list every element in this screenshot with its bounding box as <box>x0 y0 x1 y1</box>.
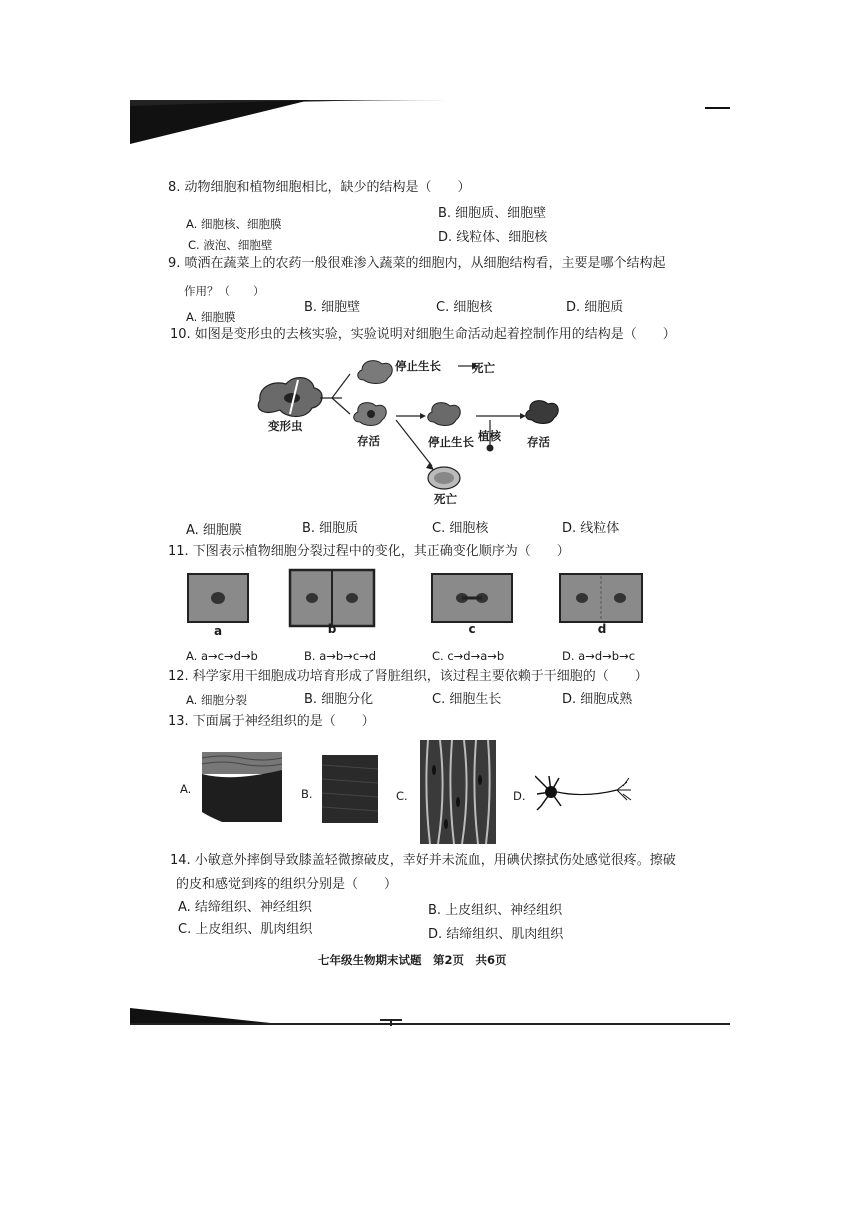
q14-stem-line2: 的皮和感觉到疼的组织分别是（ ） <box>176 877 398 892</box>
cell-label-b: b <box>327 622 337 636</box>
q12-option-d[interactable]: D. 细胞成熟 <box>562 692 633 707</box>
fig-label-stop-growth-1: 停止生长 <box>395 359 441 373</box>
q9-option-b[interactable]: B. 细胞壁 <box>304 300 361 315</box>
fig-label-death-2: 死亡 <box>434 492 457 506</box>
q11-option-a[interactable]: A. a→c→d→b <box>186 649 258 663</box>
fig-label-amoeba: 变形虫 <box>268 419 303 433</box>
cell-c <box>432 574 512 622</box>
q12-stem: 12. 科学家用干细胞成功培育形成了肾脏组织，该过程主要依赖于干细胞的（ ） <box>168 669 648 684</box>
fig-label-survive-2: 存活 <box>527 435 550 449</box>
q14-option-a[interactable]: A. 结缔组织、神经组织 <box>178 900 312 915</box>
q11-option-c[interactable]: C. c→d→a→b <box>432 649 505 663</box>
q8-option-b[interactable]: B. 细胞质、细胞壁 <box>438 206 547 221</box>
fig-label-survive-1: 存活 <box>357 434 380 448</box>
q8-option-d[interactable]: D. 线粒体、细胞核 <box>438 230 548 245</box>
fig-label-death-1: 死亡 <box>472 361 495 375</box>
q11-option-d[interactable]: D. a→d→b→c <box>562 649 636 663</box>
cell-label-d: d <box>597 622 607 636</box>
q12-option-a[interactable]: A. 细胞分裂 <box>186 693 247 707</box>
q13-option-d-label[interactable]: D. <box>513 789 526 803</box>
cell-d <box>560 574 642 622</box>
q14-option-b[interactable]: B. 上皮组织、神经组织 <box>428 903 563 918</box>
q9-stem-line1: 9. 喷洒在蔬菜上的农药一般很难渗入蔬菜的细胞内，从细胞结构看，主要是哪个结构起 <box>168 256 666 271</box>
q13-option-b-label[interactable]: B. <box>301 787 313 801</box>
q14-option-c[interactable]: C. 上皮组织、肌肉组织 <box>178 922 313 937</box>
fig-label-stop-growth-2: 停止生长 <box>428 435 474 449</box>
q8-stem: 8. 动物细胞和植物细胞相比，缺少的结构是（ ） <box>168 180 471 195</box>
tissue-image-a[interactable] <box>202 752 282 822</box>
cell-b <box>290 570 374 626</box>
tissue-image-d-neuron[interactable] <box>535 772 635 812</box>
cell-division-figure <box>180 568 650 630</box>
q12-option-b[interactable]: B. 细胞分化 <box>304 692 374 707</box>
q9-option-a[interactable]: A. 细胞膜 <box>186 310 236 324</box>
cell-label-a: a <box>213 624 223 638</box>
q13-option-a-label[interactable]: A. <box>180 782 192 796</box>
q8-option-a[interactable]: A. 细胞核、细胞膜 <box>186 217 282 231</box>
q14-stem-line1: 14. 小敏意外摔倒导致膝盖轻微擦破皮，幸好并未流血，用碘伏擦拭伤处感觉很疼。擦破 <box>170 853 676 868</box>
q8-option-c[interactable]: C. 液泡、细胞壁 <box>188 238 273 252</box>
q10-option-a[interactable]: A. 细胞膜 <box>186 523 242 538</box>
cell-label-c: c <box>468 622 476 636</box>
q10-option-d[interactable]: D. 线粒体 <box>562 521 620 536</box>
q11-stem: 11. 下图表示植物细胞分裂过程中的变化，其正确变化顺序为（ ） <box>168 544 570 559</box>
fig-label-implant-nucleus: 植核 <box>478 429 501 443</box>
q10-stem: 10. 如图是变形虫的去核实验，实验说明对细胞生命活动起着控制作用的结构是（ ） <box>170 327 676 342</box>
tissue-image-c[interactable] <box>420 740 496 844</box>
q13-option-c-label[interactable]: C. <box>396 789 408 803</box>
q12-option-c[interactable]: C. 细胞生长 <box>432 692 502 707</box>
q10-option-c[interactable]: C. 细胞核 <box>432 521 489 536</box>
scan-edge-bottom <box>130 1004 730 1026</box>
q10-option-b[interactable]: B. 细胞质 <box>302 521 359 536</box>
q9-stem-line2: 作用？（ ） <box>184 284 265 298</box>
tissue-image-b[interactable] <box>322 755 378 823</box>
cell-a <box>188 574 248 622</box>
q9-option-d[interactable]: D. 细胞质 <box>566 300 624 315</box>
q11-option-b[interactable]: B. a→b→c→d <box>304 649 377 663</box>
page-footer: 七年级生物期末试题 第2页 共6页 <box>318 953 507 967</box>
q9-option-c[interactable]: C. 细胞核 <box>436 300 493 315</box>
q14-option-d[interactable]: D. 结缔组织、肌肉组织 <box>428 927 564 942</box>
q13-stem: 13. 下面属于神经组织的是（ ） <box>168 714 375 729</box>
scan-edge-top <box>130 100 730 144</box>
